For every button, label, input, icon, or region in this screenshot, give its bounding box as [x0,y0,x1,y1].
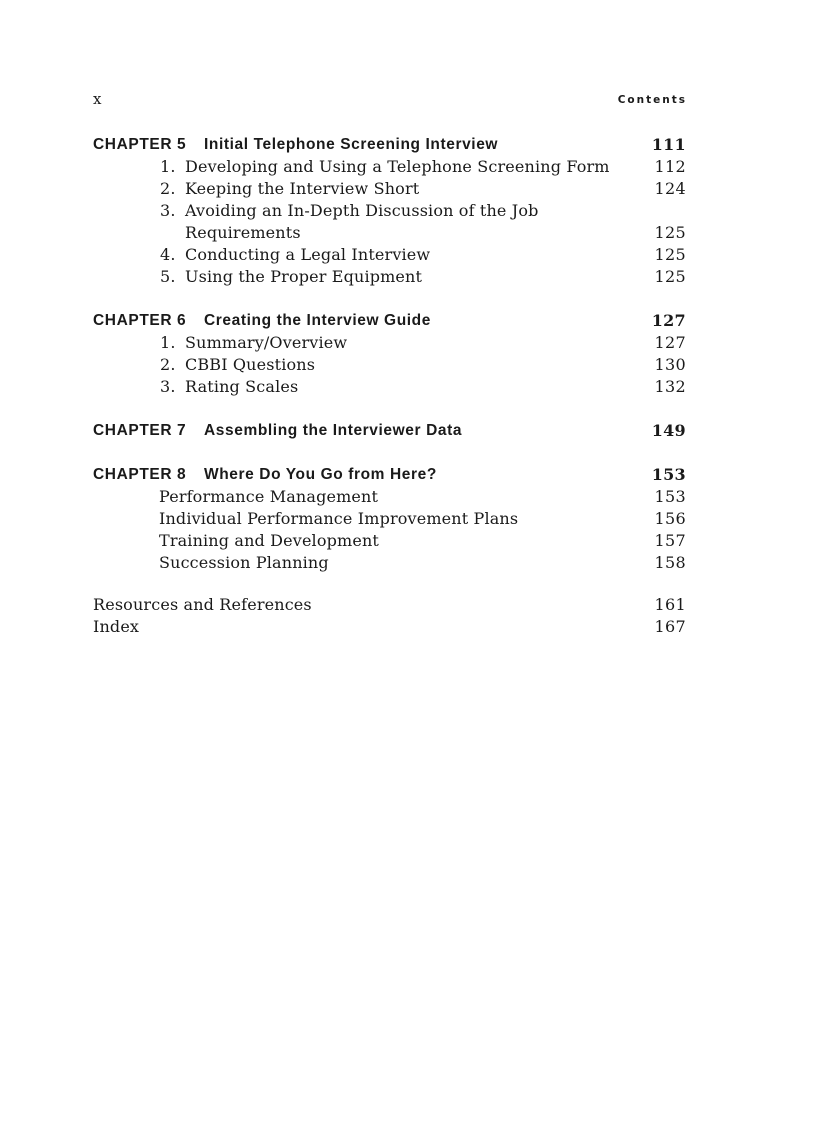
spacer [93,442,687,464]
page-number: 125 [654,245,686,264]
section-title: Keeping the Interview Short [185,179,420,198]
page-number: 149 [651,421,686,440]
page-number: 112 [654,157,686,176]
section-title-continued: Requirements [185,223,301,242]
page-number: 124 [654,179,686,198]
back-matter-title: Resources and References [93,595,312,614]
page-folio: x [93,90,102,108]
running-head [93,90,687,110]
spacer [93,574,687,594]
back-matter-entry[interactable] [93,616,687,638]
chapter-label: CHAPTER 7 [93,422,187,439]
page-number: 156 [654,509,686,528]
section-entry[interactable] [93,530,687,552]
section-number: 3. [160,377,176,396]
chapter-label: CHAPTER 5 [93,136,187,153]
section-number: 2. [160,179,176,198]
section-entry[interactable] [93,376,687,398]
section-entry[interactable] [93,332,687,354]
section-title: Training and Development [159,531,379,550]
section-title: Performance Management [159,487,379,506]
page-number: 125 [654,267,686,286]
chapter-heading[interactable] [93,134,687,156]
chapter-heading[interactable] [93,310,687,332]
section-entry[interactable] [93,266,687,288]
spacer [93,288,687,310]
section-title: CBBI Questions [185,355,316,374]
page-number: 125 [654,223,686,242]
page-number: 127 [654,333,686,352]
section-number: 2. [160,355,176,374]
section-title: Conducting a Legal Interview [185,245,431,264]
section-entry[interactable] [93,244,687,266]
section-title: Succession Planning [159,553,329,572]
section-entry[interactable] [93,156,687,178]
section-entry[interactable] [93,200,687,222]
page-number: 167 [654,617,686,636]
section-entry[interactable] [93,508,687,530]
page-number: 127 [651,311,686,330]
table-of-contents [93,134,687,638]
spacer [93,398,687,420]
running-title: Contents [617,94,687,106]
chapter-heading[interactable] [93,464,687,486]
section-title: Individual Performance Improvement Plans [159,509,519,528]
page-number: 158 [654,553,686,572]
section-title: Using the Proper Equipment [185,267,423,286]
page-number: 161 [654,595,686,614]
page-number: 153 [654,487,686,506]
section-number: 1. [160,333,176,352]
chapter-title: Creating the Interview Guide [204,312,431,329]
chapter-title: Initial Telephone Screening Interview [204,136,499,153]
section-number: 4. [160,245,176,264]
section-entry[interactable] [93,486,687,508]
section-title: Avoiding an In-Depth Discussion of the Job [185,201,539,220]
page-number: 111 [651,135,686,154]
chapter-title: Where Do You Go from Here? [204,466,437,483]
section-entry-continued[interactable] [93,222,687,244]
back-matter-title: Index [93,617,140,636]
section-number: 5. [160,267,176,286]
page-number: 153 [651,465,686,484]
section-title: Summary/Overview [185,333,348,352]
page-number: 157 [654,531,686,550]
section-entry[interactable] [93,178,687,200]
chapter-heading[interactable] [93,420,687,442]
chapter-label: CHAPTER 8 [93,466,187,483]
section-entry[interactable] [93,354,687,376]
section-number: 3. [160,201,176,220]
back-matter-entry[interactable] [93,594,687,616]
section-entry[interactable] [93,552,687,574]
page-number: 132 [654,377,686,396]
section-title: Developing and Using a Telephone Screening Form [185,157,610,176]
section-number: 1. [160,157,176,176]
section-title: Rating Scales [185,377,299,396]
page-number: 130 [654,355,686,374]
chapter-title: Assembling the Interviewer Data [204,422,463,439]
chapter-label: CHAPTER 6 [93,312,187,329]
